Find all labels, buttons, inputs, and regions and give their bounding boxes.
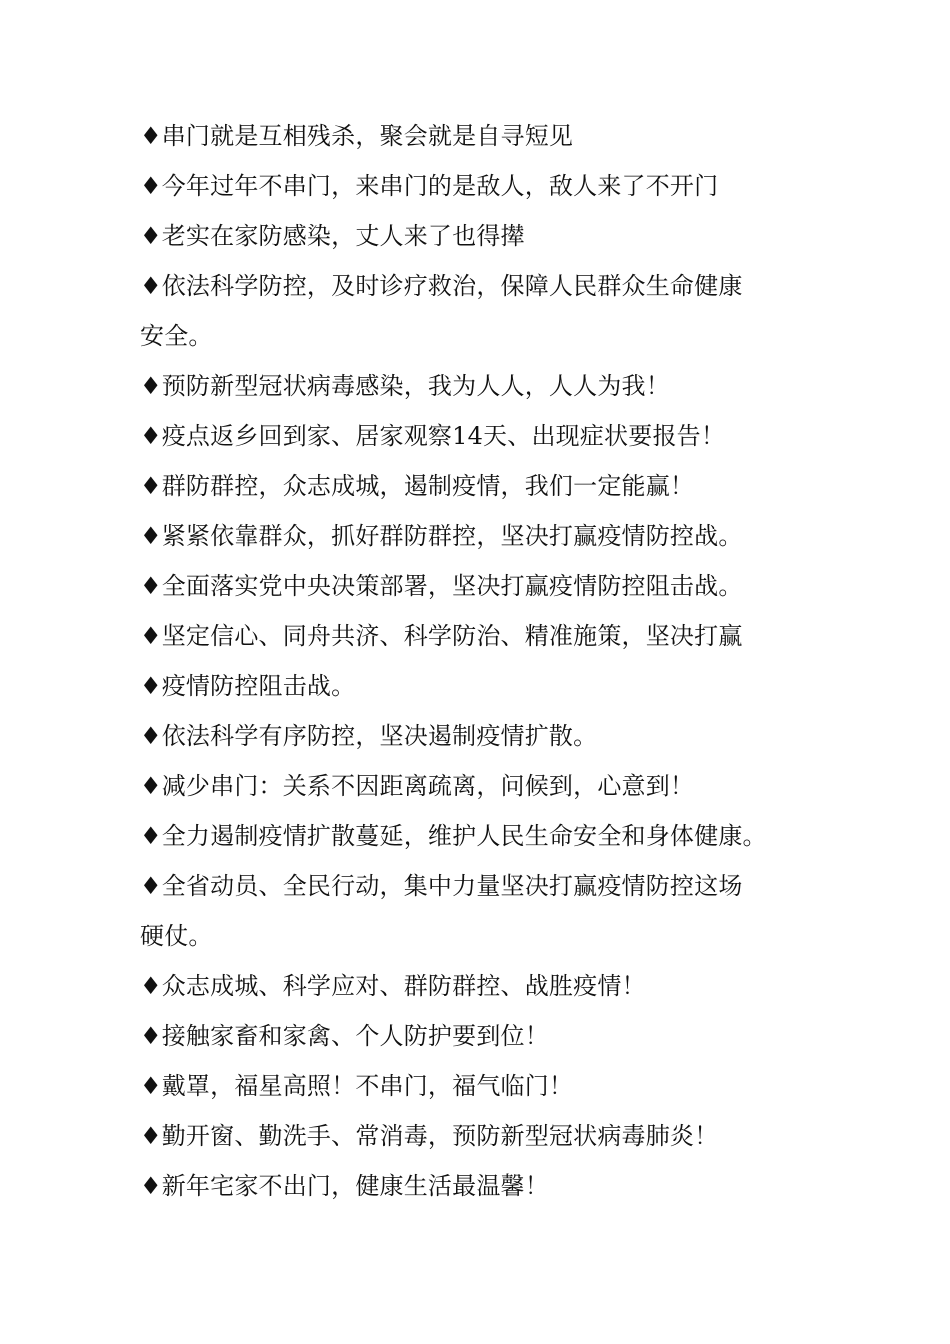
slogan-line: ♦全面落实党中央决策部署，坚决打赢疫情防控阻击战。 <box>140 572 743 600</box>
slogan-line: ♦戴罩，福星高照！不串门，福气临门！ <box>140 1072 574 1100</box>
slogan-line: ♦今年过年不串门，来串门的是敌人，敌人来了不开门 <box>140 172 719 200</box>
slogan-line: ♦全省动员、全民行动，集中力量坚决打赢疫情防控这场 <box>140 872 743 900</box>
slogan-line: ♦全力遏制疫情扩散蔓延，维护人民生命安全和身体健康。 <box>140 822 767 850</box>
slogan-line: ♦众志成城、科学应对、群防群控、战胜疫情！ <box>140 972 646 1000</box>
slogan-line-continuation: 安全。 <box>140 322 213 350</box>
slogan-line: ♦老实在家防感染，丈人来了也得撵 <box>140 222 525 250</box>
slogan-line: ♦减少串门：关系不因距离疏离，问候到，心意到！ <box>140 772 695 800</box>
slogan-line: ♦紧紧依靠群众，抓好群防群控，坚决打赢疫情防控战。 <box>140 522 743 550</box>
slogan-line: ♦依法科学有序防控，坚决遏制疫情扩散。 <box>140 722 598 750</box>
slogan-line: ♦预防新型冠状病毒感染，我为人人，人人为我！ <box>140 372 670 400</box>
slogan-line: ♦依法科学防控，及时诊疗救治，保障人民群众生命健康 <box>140 272 743 300</box>
slogan-line: ♦疫点返乡回到家、居家观察14天、出现症状要报告！ <box>140 422 726 450</box>
slogan-line: ♦坚定信心、同舟共济、科学防治、精准施策，坚决打赢 <box>140 622 743 650</box>
slogan-line: ♦疫情防控阻击战。 <box>140 672 356 700</box>
slogan-line: ♦勤开窗、勤洗手、常消毒，预防新型冠状病毒肺炎！ <box>140 1122 719 1150</box>
slogan-line: ♦群防群控，众志成城，遏制疫情，我们一定能赢！ <box>140 472 695 500</box>
slogan-line: ♦接触家畜和家禽、个人防护要到位！ <box>140 1022 549 1050</box>
slogan-line-continuation: 硬仗。 <box>140 922 213 950</box>
slogan-list <box>140 111 770 1211</box>
slogan-line: ♦串门就是互相残杀，聚会就是自寻短见 <box>140 122 574 150</box>
slogan-line: ♦新年宅家不出门，健康生活最温馨！ <box>140 1172 549 1200</box>
